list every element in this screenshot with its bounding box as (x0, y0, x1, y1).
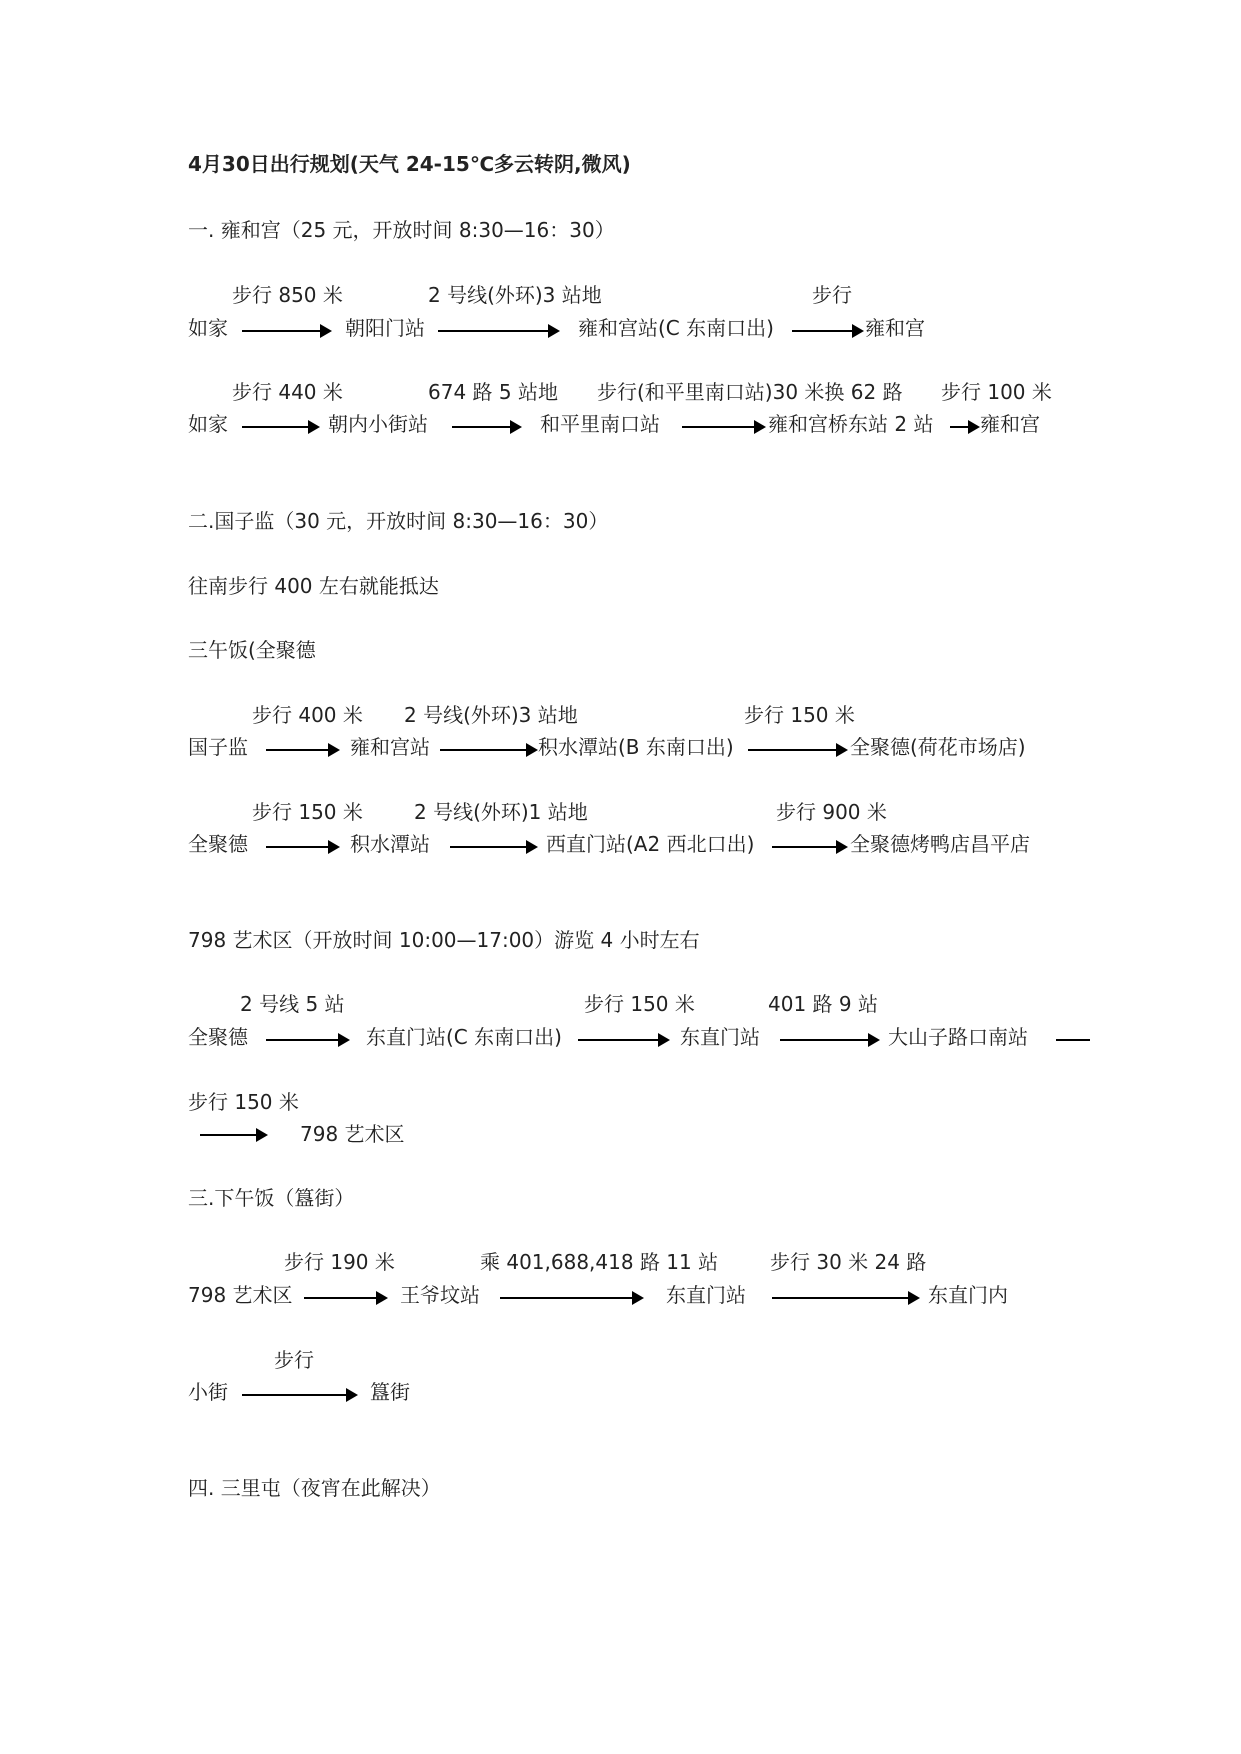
route-stop: 雍和宫站(C 东南口出) (578, 316, 774, 340)
route-stop: 王爷坟站 (400, 1283, 480, 1307)
route-stop: 雍和宫 (980, 412, 1040, 436)
route-label: 步行 190 米 (284, 1250, 395, 1274)
section-heading-sanlitun: 四. 三里屯（夜宵在此解决） (188, 1476, 441, 1500)
route-arrow (682, 426, 764, 428)
section-heading-798: 798 艺术区（开放时间 10:00—17:00）游览 4 小时左右 (188, 928, 700, 952)
route-label: 步行 440 米 (232, 380, 343, 404)
route-arrow (266, 1039, 348, 1041)
route-stop: 798 艺术区 (300, 1122, 405, 1146)
route-arrow (748, 749, 846, 751)
route-label: 步行 400 米 (252, 703, 363, 727)
route-label: 步行 850 米 (232, 283, 343, 307)
route-stop: 全聚德(荷花市场店) (850, 735, 1026, 759)
route-stop: 全聚德烤鸭店昌平店 (850, 832, 1030, 856)
route-stop: 如家 (188, 412, 228, 436)
route-label: 步行 150 米 (584, 992, 695, 1016)
route-label: 401 路 9 站 (768, 992, 878, 1016)
route-stop: 西直门站(A2 西北口出) (546, 832, 755, 856)
section-heading-guozijian: 二.国子监（30 元，开放时间 8:30—16：30） (188, 509, 609, 533)
route-stop: 国子监 (188, 735, 248, 759)
section-heading-yonghegong: 一. 雍和宫（25 元，开放时间 8:30—16：30） (188, 218, 615, 242)
route-arrow (242, 330, 330, 332)
route-stop: 全聚德 (188, 832, 248, 856)
route-arrow (780, 1039, 878, 1041)
route-stop: 簋街 (370, 1380, 410, 1404)
route-stop: 东直门内 (928, 1283, 1008, 1307)
route-stop: 雍和宫站 (350, 735, 430, 759)
route-stop: 大山子路口南站 (888, 1025, 1028, 1049)
route-arrow (304, 1297, 386, 1299)
route-stop: 如家 (188, 316, 228, 340)
route-arrow (772, 846, 846, 848)
route-label: 步行 100 米 (941, 380, 1052, 404)
page-title: 4月30日出行规划(天气 24-15℃多云转阴,微风) (188, 152, 631, 176)
route-stop: 全聚德 (188, 1025, 248, 1049)
route-arrow (500, 1297, 642, 1299)
route-label: 步行 (274, 1348, 314, 1372)
route-arrow (242, 426, 318, 428)
route-label: 步行 150 米 (252, 800, 363, 824)
route-arrow (266, 749, 338, 751)
route-stop: 朝内小街站 (328, 412, 428, 436)
route-stop: 东直门站 (680, 1025, 760, 1049)
route-arrow (792, 330, 862, 332)
route-arrow (772, 1297, 918, 1299)
route-stop: 雍和宫桥东站 2 站 (768, 412, 934, 436)
route-arrow (950, 426, 978, 428)
route-label: 2 号线(外环)1 站地 (414, 800, 588, 824)
route-stop: 积水潭站 (350, 832, 430, 856)
route-label: 步行(和平里南口站)30 米换 62 路 (597, 380, 903, 404)
route-stop: 798 艺术区 (188, 1283, 293, 1307)
route-stop: 积水潭站(B 东南口出) (538, 735, 734, 759)
route-stop: 雍和宫 (865, 316, 925, 340)
route-stop: 和平里南口站 (540, 412, 660, 436)
section-heading-lunch: 三午饭(全聚德 (188, 638, 316, 662)
route-label: 乘 401,688,418 路 11 站 (480, 1250, 719, 1274)
route-label: 674 路 5 站地 (428, 380, 558, 404)
route-arrow (200, 1134, 266, 1136)
route-arrow-continued (1056, 1039, 1090, 1041)
route-arrow (266, 846, 338, 848)
route-stop: 小街 (188, 1380, 228, 1404)
route-arrow (578, 1039, 668, 1041)
route-label: 2 号线(外环)3 站地 (428, 283, 602, 307)
route-label: 步行 150 米 (188, 1090, 299, 1114)
route-stop: 东直门站(C 东南口出) (366, 1025, 562, 1049)
route-label: 步行 (812, 283, 852, 307)
section-heading-dinner: 三.下午饭（簋街） (188, 1186, 355, 1210)
route-arrow (242, 1394, 356, 1396)
route-note: 往南步行 400 左右就能抵达 (188, 574, 439, 598)
route-stop: 朝阳门站 (345, 316, 425, 340)
route-label: 步行 30 米 24 路 (770, 1250, 927, 1274)
route-label: 步行 150 米 (744, 703, 855, 727)
route-arrow (438, 330, 558, 332)
route-label: 步行 900 米 (776, 800, 887, 824)
route-arrow (452, 426, 520, 428)
route-arrow (450, 846, 536, 848)
route-stop: 东直门站 (666, 1283, 746, 1307)
route-arrow (440, 749, 536, 751)
route-label: 2 号线(外环)3 站地 (404, 703, 578, 727)
route-label: 2 号线 5 站 (240, 992, 345, 1016)
